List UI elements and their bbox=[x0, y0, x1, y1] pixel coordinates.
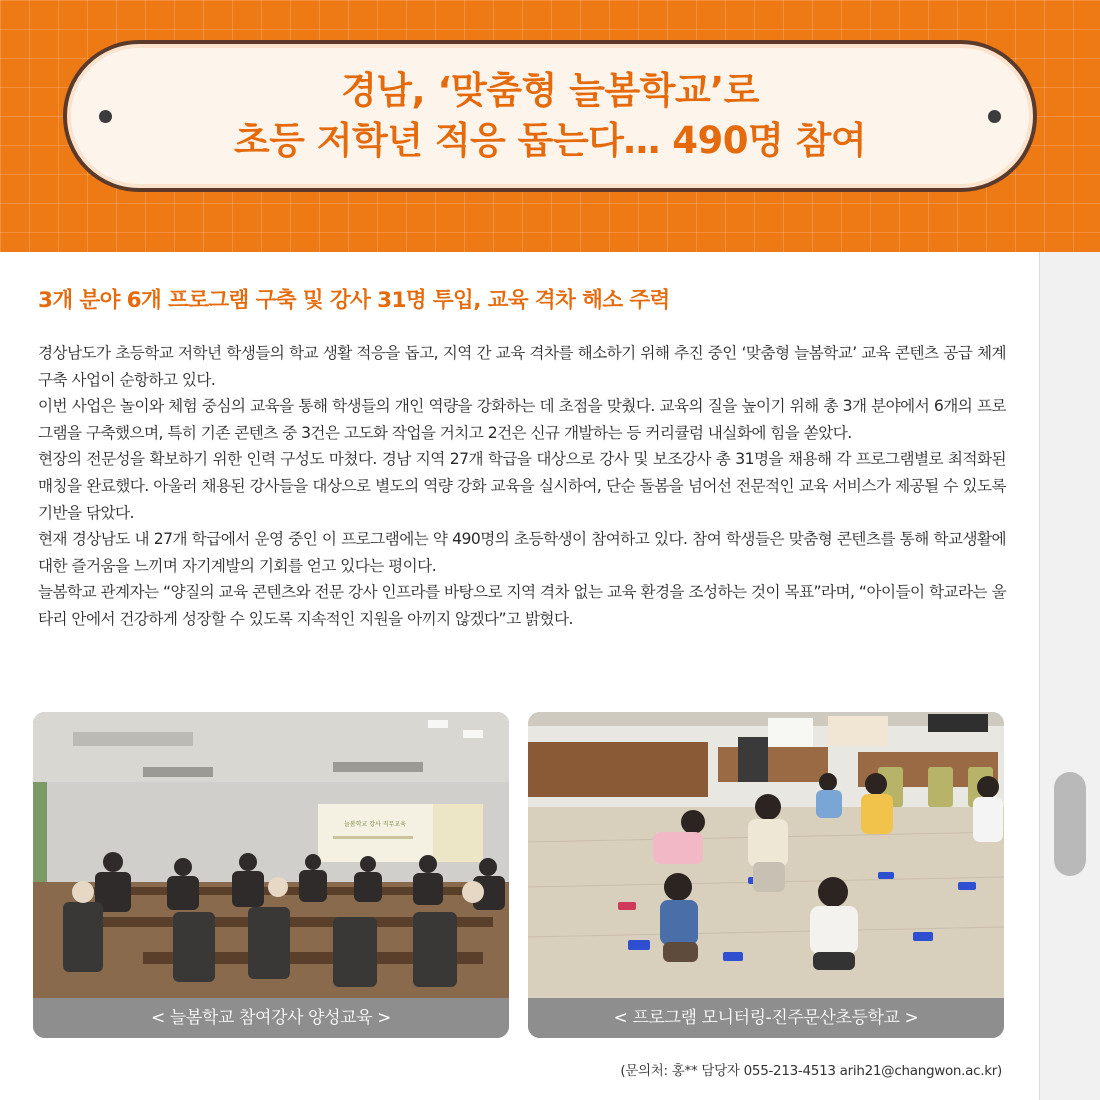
scrollbar-track[interactable] bbox=[1039, 252, 1100, 1100]
title-line-1: 경남, ‘맞춤형 늘봄학교’로 bbox=[341, 69, 759, 112]
article-body bbox=[38, 340, 1006, 633]
paragraph-1: 경상남도가 초등학교 저학년 학생들의 학교 생활 적응을 돕고, 지역 간 교육 격차를 해소하기 위해 추진 중인 ‘맞춤형 늘봄학교’ 교육 콘텐츠 공급 체계 구축 사업이 순항하고 있다. bbox=[38, 344, 1006, 389]
contact-info: (문의처: 홍** 담당자 055-213-4513 arih21@changwon.ac.kr) bbox=[620, 1063, 1002, 1079]
photo-card-training bbox=[33, 712, 509, 1038]
slide-text: 늘봄학교 강사 직무교육 bbox=[344, 821, 406, 828]
header-banner bbox=[0, 0, 1100, 252]
paragraph-5: 늘봄학교 관계자는 “양질의 교육 콘텐츠와 전문 강사 인프라를 바탕으로 지역 격차 없는 교육 환경을 조성하는 것이 목표”라며, “아이들이 학교라는 울타리 안에서 건강하게 성장할 수 있도록 지속적인 지원을 아끼지 않겠다”고 밝혔다. bbox=[38, 583, 1006, 628]
paragraph-3: 현장의 전문성을 확보하기 위한 인력 구성도 마쳤다. 경남 지역 27개 학급을 대상으로 강사 및 보조강사 총 31명을 채용해 각 프로그램별로 최적화된 매칭을 완료했다. 아울러 채용된 강사들을 대상으로 별도의 역량 강화 교육을 실시하여, 단순 돌봄을 넘어선 전문적인 교육 서비스가 제공될 수 있도록 기반을 닦았다. bbox=[38, 450, 1006, 522]
title-line-2: 초등 저학년 적응 돕는다… 490명 참여 bbox=[233, 119, 867, 162]
paragraph-4: 현재 경상남도 내 27개 학급에서 운영 중인 이 프로그램에는 약 490명의 초등학생이 참여하고 있다. 참여 학생들은 맞춤형 콘텐츠를 통해 학교생활에 대한 즐거움을 느끼며 자기계발의 기회를 얻고 있다는 평이다. bbox=[38, 530, 1006, 575]
training-session-photo bbox=[33, 712, 509, 998]
photo-caption-training: < 늘봄학교 참여강사 양성교육 > bbox=[33, 998, 509, 1038]
article-subheading: 3개 분야 6개 프로그램 구축 및 강사 31명 투입, 교육 격차 해소 주력 bbox=[38, 288, 670, 313]
page-title bbox=[67, 66, 1033, 166]
photo-caption-monitoring: < 프로그램 모니터링-진주문산초등학교 > bbox=[528, 998, 1004, 1038]
paragraph-2: 이번 사업은 놀이와 체험 중심의 교육을 통해 학생들의 개인 역량을 강화하는 데 초점을 맞췄다. 교육의 질을 높이기 위해 총 3개 분야에서 6개의 프로그램을 구축했으며, 특히 기존 콘텐츠 중 3건은 고도화 작업을 거치고 2건은 신규 개발하는 등 커리큘럼 내실화에 힘을 쏟았다. bbox=[38, 397, 1006, 442]
photo-card-monitoring bbox=[528, 712, 1004, 1038]
scrollbar-thumb[interactable] bbox=[1054, 772, 1086, 876]
classroom-photo bbox=[528, 712, 1004, 998]
title-pill bbox=[63, 40, 1037, 192]
